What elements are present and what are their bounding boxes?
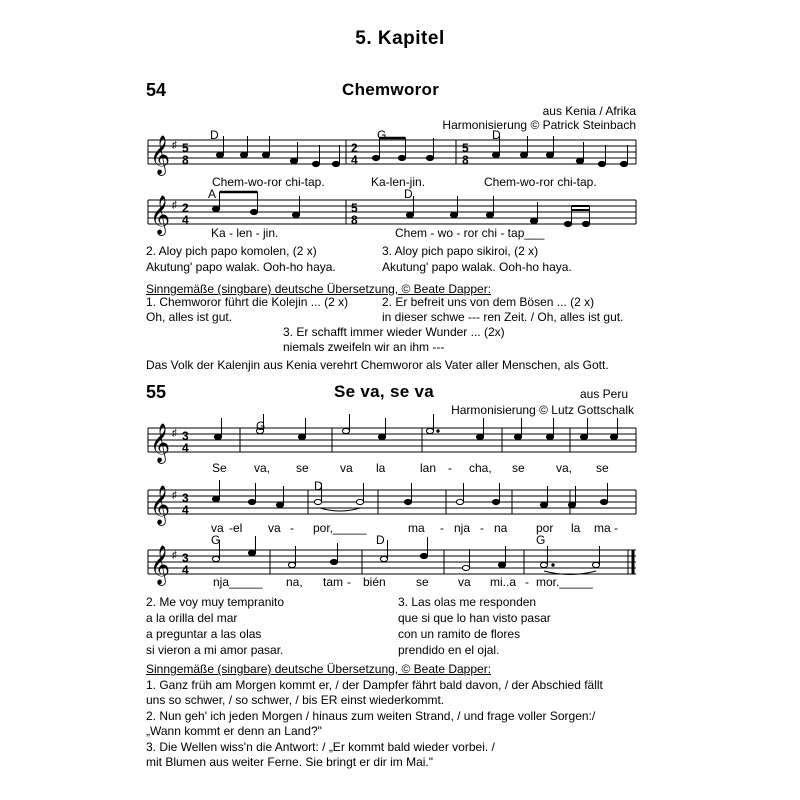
song-54-verse-2-line-2: Akutung' papo walak. Ooh-ho haya. (146, 260, 336, 274)
svg-text:4: 4 (182, 563, 189, 577)
song-55-verse-3-line-4: prendido en el ojal. (398, 643, 500, 657)
song-55-verse-3-line-1: 3. Las olas me responden (398, 595, 537, 609)
song-54-translation-3-line-1: 3. Er schafft immer wieder Wunder ... (2x) (283, 325, 505, 339)
song-54-staff-1-chord-2: G (377, 128, 387, 142)
song-55-staff-3-lyric-5: bién (363, 575, 386, 589)
song-55-translation-line-5: 3. Die Wellen wiss'n die Antwort: / „Er kommt bald wieder vorbei. / (146, 740, 495, 754)
chapter-heading: 5. Kapitel (355, 28, 445, 49)
song-54-staff-2-lyric-2: Chem - wo - ror chi - tap___ (395, 226, 545, 240)
song-55-staff-2-lyric-2: -el (229, 521, 243, 535)
song-55-verse-2-line-2: a la orilla del mar (146, 611, 238, 625)
svg-text:8: 8 (182, 153, 189, 167)
song-55-staff-1-chord-1: G (256, 419, 266, 433)
song-54-note: Das Volk der Kalenjin aus Kenia verehrt Chemworor als Vater aller Menschen, als Gott. (146, 358, 609, 372)
song-55-staff-2-lyric-7: - (440, 521, 444, 535)
song-55-staff-2-lyric-6: ma (408, 521, 425, 535)
svg-text:𝄞: 𝄞 (150, 424, 171, 462)
song-55-staff-3-lyric-2: na, (286, 575, 303, 589)
song-55-title: Se va, se va (334, 382, 435, 401)
song-55-staff-2-lyric-12: la (571, 521, 581, 535)
song-55-staff-2-lyric-14: - (614, 521, 618, 535)
song-55-staff-3-lyric-6: se (416, 575, 429, 589)
song-55-staff-2-lyric-1: va (211, 521, 224, 535)
song-55-staff-1-lyric-5: la (376, 461, 386, 475)
svg-text:𝄞: 𝄞 (150, 486, 171, 524)
song-54-staff-1-chord-1: D (210, 128, 219, 142)
song-55-staff-3-lyric-8: mi..a (490, 575, 517, 589)
song-54-verse-2-line-1: 2. Aloy pich papo komolen, (2 x) (146, 244, 317, 258)
song-54-origin: aus Kenia / Afrika (542, 104, 636, 118)
song-54-translation-title: Sinngemäße (singbare) deutsche Übersetzung, © Beate Dapper: (146, 282, 492, 296)
song-54-staff-1-lyric-2: Ka-len-jin. (371, 175, 426, 189)
song-55-staff-2-lyric-10: na (494, 521, 508, 535)
svg-text:♯: ♯ (172, 428, 177, 439)
svg-text:3: 3 (182, 491, 189, 505)
song-55-staff-2-lyric-4: - (290, 521, 294, 535)
song-55-staff-2-lyric-3: va (268, 521, 281, 535)
song-54-number: 54 (146, 80, 167, 100)
song-54-translation-2-line-2: in dieser schwe --- ren Zeit. / Oh, alles ist gut. (382, 310, 624, 324)
song-55-harmonization: Harmonisierung © Lutz Gottschalk (451, 403, 634, 417)
song-54-verse-3-line-2: Akutung' papo walak. Ooh-ho haya. (382, 260, 572, 274)
svg-text:𝄞: 𝄞 (150, 196, 171, 234)
song-54-harmonization: Harmonisierung © Patrick Steinbach (442, 118, 636, 132)
song-55-verse-3-line-2: que si que lo han visto pasar (398, 611, 551, 625)
song-55-staff-1-lyric-7: - (448, 461, 452, 475)
svg-text:2: 2 (351, 141, 358, 155)
song-55-staff-2-lyric-8: nja (454, 521, 471, 535)
song-55-staff-1-lyric-8: cha, (469, 461, 492, 475)
svg-text:♯: ♯ (172, 550, 177, 561)
song-55-staff-3-lyric-1: nja_____ (213, 575, 263, 589)
song-54-translation-1-line-2: Oh, alles ist gut. (146, 310, 233, 324)
song-55-staff-2-lyric-5: por,_____ (313, 521, 367, 535)
song-55-translation-line-6: mit Blumen aus weiter Ferne. Sie bringt er dir im Mai." (146, 755, 434, 769)
song-55-verse-2-line-4: si vieron a mi amor pasar. (146, 643, 284, 657)
svg-text:2: 2 (182, 201, 189, 215)
svg-text:4: 4 (351, 153, 358, 167)
song-55-staff-2-lyric-11: por (536, 521, 554, 535)
song-55-staff-3-chord-1: G (211, 533, 221, 547)
song-55-staff-2-lyric-13: ma (594, 521, 611, 535)
svg-text:3: 3 (182, 551, 189, 565)
song-55-staff-1-lyric-3: se (296, 461, 309, 475)
song-54-translation-1-line-1: 1. Chemworor führt die Kolejin ... (2 x) (146, 295, 349, 309)
song-55-staff-3-lyric-7: va (458, 575, 471, 589)
song-55-translation-line-2: uns so schwer, / so schwer, / bis ER einst wiederkommt. (146, 693, 445, 707)
svg-text:5: 5 (182, 141, 189, 155)
song-55-translation-title: Sinngemäße (singbare) deutsche Übersetzung, © Beate Dapper: (146, 662, 492, 676)
song-55-staff-3-lyric-3: tam (323, 575, 344, 589)
song-55-staff-3-chord-2: D (376, 533, 385, 547)
song-55-staff-2-lyric-9: - (480, 521, 484, 535)
song-54-staff-2-chord-2: D (404, 187, 413, 201)
song-55-staff-1-lyric-4: va (340, 461, 353, 475)
song-55-staff-1-lyric-9: se (512, 461, 525, 475)
song-55-staff-1-lyric-6: lan (420, 461, 437, 475)
svg-text:4: 4 (182, 503, 189, 517)
song-55-staff-2-chord-1: D (314, 479, 323, 493)
song-54-translation-3-line-2: niemals zweifeln wir an ihm --- (283, 340, 445, 354)
song-55-translation-line-4: „Wann kommt er denn an Land?" (146, 724, 322, 738)
svg-text:5: 5 (351, 201, 358, 215)
song-55-staff-3-lyric-4: - (347, 575, 351, 589)
song-55-translation-line-3: 2. Nun geh' ich jeden Morgen / hinaus zum weiten Strand, / und frage voller Sorgen:/ (146, 709, 596, 723)
song-54-title: Chemworor (342, 80, 440, 99)
svg-text:♯: ♯ (172, 200, 177, 211)
song-55-staff-2 (140, 476, 640, 526)
song-55-staff-3-lyric-9: - (525, 575, 529, 589)
song-55-staff-3-lyric-10: mor._____ (536, 575, 593, 589)
song-54-staff-1-chord-3: D (492, 128, 501, 142)
svg-text:8: 8 (462, 153, 469, 167)
song-55-staff-1-lyric-11: se (596, 461, 609, 475)
song-55-number: 55 (146, 382, 167, 402)
svg-text:♯: ♯ (172, 490, 177, 501)
song-55-staff-1-lyric-2: va, (254, 461, 271, 475)
svg-text:♯: ♯ (172, 140, 177, 151)
svg-text:4: 4 (182, 213, 189, 227)
song-55-verse-2-line-3: a preguntar a las olas (146, 627, 262, 641)
svg-text:𝄞: 𝄞 (150, 546, 171, 584)
song-55-staff-3-chord-3: G (536, 533, 546, 547)
svg-text:𝄞: 𝄞 (150, 136, 171, 174)
svg-text:3: 3 (182, 429, 189, 443)
song-54-verse-3-line-1: 3. Aloy pich papo sikiroi, (2 x) (382, 244, 539, 258)
song-55-verse-3-line-3: con un ramito de flores (398, 627, 521, 641)
song-54-staff-2-chord-1: A (208, 187, 217, 201)
song-54-staff-2-lyric-1: Ka - len - jin. (211, 226, 279, 240)
song-55-staff-1 (140, 414, 640, 464)
song-54-staff-1-lyric-3: Chem-wo-ror chi-tap. (484, 175, 597, 189)
song-55-verse-2-line-1: 2. Me voy muy tempranito (146, 595, 285, 609)
svg-text:5: 5 (462, 141, 469, 155)
song-55-translation-line-1: 1. Ganz früh am Morgen kommt er, / der Dampfer fährt bald davon, / der Abschied fällt (146, 678, 603, 692)
song-55-staff-1-lyric-10: va, (556, 461, 573, 475)
svg-text:4: 4 (182, 441, 189, 455)
song-55-staff-1-lyric-1: Se (212, 461, 227, 475)
song-54-translation-2-line-1: 2. Er befreit uns von dem Bösen ... (2 x) (382, 295, 595, 309)
song-54-staff-1-lyric-1: Chem-wo-ror chi-tap. (212, 175, 325, 189)
svg-text:8: 8 (351, 213, 358, 227)
song-55-origin: aus Peru (580, 387, 629, 401)
